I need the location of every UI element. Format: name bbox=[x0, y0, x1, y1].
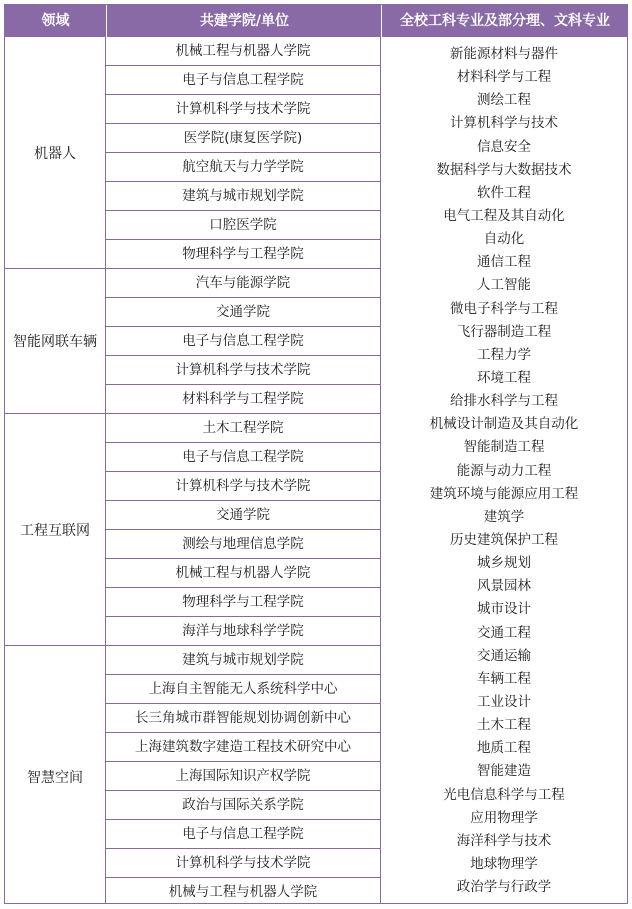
major-item: 微电子科学与工程 bbox=[450, 300, 558, 317]
unit-cell: 交通学院 bbox=[106, 501, 380, 530]
major-item: 交通运输 bbox=[477, 647, 531, 664]
major-item: 地质工程 bbox=[477, 740, 531, 757]
major-item: 软件工程 bbox=[477, 184, 531, 201]
program-table bbox=[4, 4, 628, 904]
major-item: 给排水科学与工程 bbox=[450, 393, 558, 410]
unit-cell: 长三角城市群智能规划协调创新中心 bbox=[106, 704, 380, 733]
major-item: 车辆工程 bbox=[477, 670, 531, 687]
unit-cell: 航空航天与力学学院 bbox=[106, 153, 380, 182]
unit-cell: 土木工程学院 bbox=[106, 414, 380, 443]
unit-cell: 建筑与城市规划学院 bbox=[106, 646, 380, 675]
unit-cell: 物理科学与工程学院 bbox=[106, 240, 380, 269]
unit-cell: 计算机科学与技术学院 bbox=[106, 95, 380, 124]
major-item: 计算机科学与技术 bbox=[450, 115, 558, 132]
major-item: 风景园林 bbox=[477, 578, 531, 595]
unit-cell: 电子与信息工程学院 bbox=[106, 327, 380, 356]
major-item: 测绘工程 bbox=[477, 92, 531, 109]
major-item: 地球物理学 bbox=[470, 855, 538, 872]
major-item: 建筑环境与能源应用工程 bbox=[429, 485, 579, 502]
table-header bbox=[5, 5, 627, 37]
field-cell: 智能网联车辆 bbox=[5, 269, 105, 414]
header-major: 全校工科专业及部分理、文科专业 bbox=[381, 5, 628, 37]
unit-cell: 建筑与城市规划学院 bbox=[106, 182, 380, 211]
major-item: 自动化 bbox=[483, 231, 525, 248]
unit-cell: 电子与信息工程学院 bbox=[106, 820, 380, 849]
unit-cell: 计算机科学与技术学院 bbox=[106, 356, 380, 385]
major-item: 应用物理学 bbox=[470, 809, 538, 826]
unit-cell: 机械工程与机器人学院 bbox=[106, 37, 380, 66]
unit-cell: 机械工程与机器人学院 bbox=[106, 559, 380, 588]
unit-cell: 汽车与能源学院 bbox=[106, 269, 380, 298]
unit-column bbox=[106, 37, 381, 903]
major-item: 交通工程 bbox=[477, 624, 531, 641]
unit-cell: 电子与信息工程学院 bbox=[106, 66, 380, 95]
major-item: 智能建造 bbox=[477, 763, 531, 780]
header-unit: 共建学院/单位 bbox=[106, 5, 382, 37]
unit-cell: 交通学院 bbox=[106, 298, 380, 327]
major-item: 土木工程 bbox=[477, 717, 531, 734]
unit-cell: 电子与信息工程学院 bbox=[106, 443, 380, 472]
unit-cell: 海洋与地球科学学院 bbox=[106, 617, 380, 646]
unit-cell: 物理科学与工程学院 bbox=[106, 588, 380, 617]
unit-cell: 机械与工程与机器人学院 bbox=[168, 884, 318, 900]
field-cell: 机器人 bbox=[5, 37, 105, 269]
field-cell: 工程互联网 bbox=[5, 414, 105, 646]
major-item: 智能制造工程 bbox=[463, 439, 545, 456]
unit-cell: 上海自主智能无人系统科学中心 bbox=[106, 675, 380, 704]
major-item: 能源与动力工程 bbox=[456, 462, 552, 479]
unit-cell: 医学院(康复医学院) bbox=[106, 124, 380, 153]
major-item: 工程力学 bbox=[477, 346, 531, 363]
major-item: 材料科学与工程 bbox=[456, 69, 552, 86]
major-item: 信息安全 bbox=[477, 138, 531, 155]
table-body bbox=[5, 37, 627, 903]
major-item: 城乡规划 bbox=[477, 555, 531, 572]
major-item: 飞行器制造工程 bbox=[456, 323, 552, 340]
unit-cell: 材料科学与工程学院 bbox=[106, 385, 380, 414]
unit-cell: 上海国际知识产权学院 bbox=[106, 762, 380, 791]
major-item: 建筑学 bbox=[483, 508, 525, 525]
major-item: 城市设计 bbox=[477, 601, 531, 618]
major-item: 光电信息科学与工程 bbox=[443, 786, 565, 803]
major-item: 人工智能 bbox=[477, 277, 531, 294]
major-item: 工业设计 bbox=[477, 693, 531, 710]
major-item: 新能源材料与器件 bbox=[450, 46, 558, 62]
unit-cell: 计算机科学与技术学院 bbox=[106, 849, 380, 878]
major-item: 政治学与行政学 bbox=[456, 879, 552, 896]
major-item: 通信工程 bbox=[477, 254, 531, 271]
major-item: 环境工程 bbox=[477, 369, 531, 386]
unit-cell: 政治与国际关系学院 bbox=[106, 791, 380, 820]
field-column bbox=[5, 37, 106, 903]
major-list bbox=[381, 43, 627, 899]
major-item: 机械设计制造及其自动化 bbox=[429, 416, 579, 433]
header-field: 领域 bbox=[41, 13, 70, 29]
unit-cell: 测绘与地理信息学院 bbox=[106, 530, 380, 559]
major-item: 海洋科学与技术 bbox=[456, 832, 552, 849]
unit-cell: 计算机科学与技术学院 bbox=[106, 472, 380, 501]
field-cell: 智慧空间 bbox=[27, 769, 83, 786]
unit-cell: 口腔医学院 bbox=[106, 211, 380, 240]
major-item: 电气工程及其自动化 bbox=[443, 207, 565, 224]
major-column bbox=[381, 37, 627, 903]
major-item: 数据科学与大数据技术 bbox=[436, 161, 572, 178]
major-item: 历史建筑保护工程 bbox=[450, 531, 558, 548]
unit-cell: 上海建筑数字建造工程技术研究中心 bbox=[106, 733, 380, 762]
